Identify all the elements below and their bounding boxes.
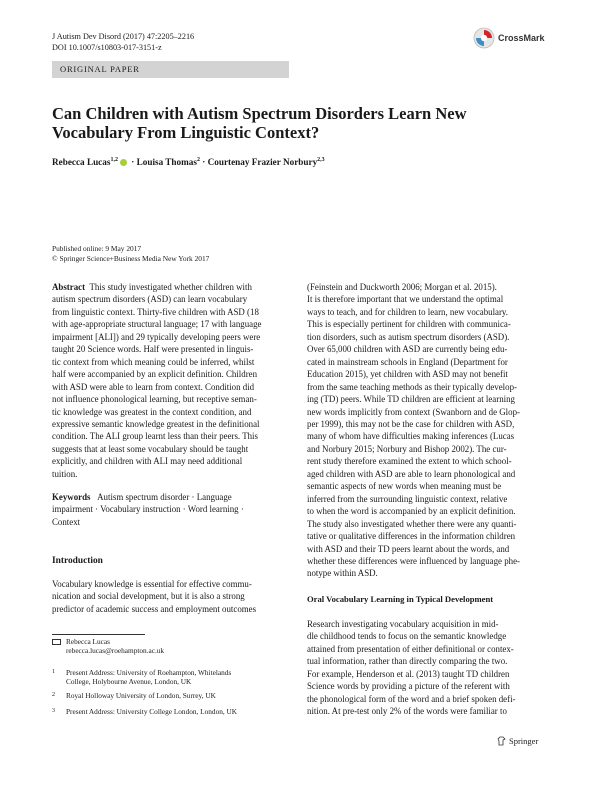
body-line: per 1999), this may not be the case for children with ASD,	[307, 418, 515, 429]
corresponding-author	[66, 637, 164, 656]
abstract	[52, 281, 299, 480]
oral-paragraph	[307, 618, 546, 718]
section-heading-introduction: Introduction	[52, 556, 103, 566]
abstract-line: autism spectrum disorders (ASD) can learn vocabulary	[52, 294, 248, 305]
author-separator: ·	[199, 157, 208, 168]
article-type-banner: ORIGINAL PAPER	[52, 61, 289, 78]
abstract-line: This study investigated whether children with	[89, 282, 252, 292]
abstract-line: with age-appropriate structural language; 17 with language	[52, 319, 262, 330]
footnote-line: College, Holybourne Avenue, London, UK	[66, 677, 192, 687]
body-line: dle childhood tends to focus on the semantic knowledge	[307, 631, 507, 642]
body-line: tion disorders, such as autism spectrum disorders (ASD).	[307, 331, 510, 342]
intro-line: nication and social development, but it is also a strong	[52, 591, 245, 602]
abstract-line: expressive semantic knowledge greatest in the definitional	[52, 418, 260, 429]
section-heading-oral-vocabulary: Oral Vocabulary Learning in Typical Development	[307, 594, 494, 604]
body-line: to when the word is accompanied by an explicit definition.	[307, 506, 516, 517]
abstract-line: with ASD were able to learn from context. Condition did	[52, 381, 255, 392]
publication-info	[52, 244, 209, 263]
body-line: The study also investigated whether there were any quanti-	[307, 518, 517, 529]
crossmark-icon	[473, 27, 495, 49]
body-line: new words implicitly from context (Swanborn and de Glop-	[307, 406, 520, 417]
body-line: This is especially pertinent for children with communica-	[307, 319, 511, 330]
body-line: notype within ASD.	[307, 568, 378, 579]
abstract-line: from linguistic context. Thirty-five children with ASD (18	[52, 306, 259, 317]
body-line: (Feinstein and Duckworth 2006; Morgan et al. 2015).	[307, 282, 497, 292]
body-line: and Norbury 2015; Norbury and Bishop 2002). The cur-	[307, 443, 507, 454]
footnote-1	[52, 668, 292, 687]
keywords-label: Keywords	[52, 492, 91, 502]
footnote-number: 2	[52, 692, 55, 698]
article-title	[52, 104, 472, 142]
author-affiliation: 2	[196, 157, 200, 163]
published-date: Published online: 9 May 2017	[52, 244, 142, 253]
author-list	[52, 154, 552, 168]
keywords-line: impairment · Vocabulary instruction · Word learning ·	[52, 504, 244, 515]
body-line: many of whom have difficulties making inferences (Lucas	[307, 431, 515, 442]
footnote-number: 1	[52, 669, 55, 675]
orcid-icon[interactable]	[120, 159, 127, 166]
footnote-divider	[52, 634, 145, 635]
abstract-line: half were accompanied by an explicit definition. Children	[52, 369, 258, 380]
author-separator: ·	[128, 157, 137, 168]
keywords-line: Autism spectrum disorder · Language	[97, 492, 232, 502]
abstract-line: tuition.	[52, 468, 78, 479]
abstract-line: condition. The ALI group learnt less than their peers. This	[52, 431, 258, 442]
springer-horse-icon	[497, 736, 506, 746]
author-name[interactable]: Louisa Thomas	[136, 157, 197, 168]
body-line: semantic aspects of new words when meaning must be	[307, 481, 502, 492]
title-line: Vocabulary From Linguistic Context?	[52, 123, 320, 142]
publisher-name: Springer	[509, 736, 539, 746]
body-line: tual information, rather than directly comparing the two.	[307, 656, 508, 667]
contact-name: Rebecca Lucas	[66, 637, 110, 646]
body-line: ways to teach, and for children to learn, new vocabulary.	[307, 306, 509, 317]
title-line: Can Children with Autism Spectrum Disorders Learn New	[52, 104, 467, 123]
keywords-line: Context	[52, 516, 81, 527]
footnote-3	[52, 707, 292, 716]
abstract-line: tic context from which meaning could be inferred, whilst	[52, 356, 255, 367]
intro-paragraph	[52, 578, 299, 615]
body-line: ing (TD) peers. While TD children are efficient at learning	[307, 394, 515, 405]
journal-reference: J Autism Dev Disord (2017) 47:2205–2216	[52, 32, 195, 41]
contact-email[interactable]: rebecca.lucas@roehampton.ac.uk	[66, 646, 165, 656]
body-line: the phonological form of the word and a brief spoken defi-	[307, 693, 516, 704]
body-line: Research investigating vocabulary acquisition in mid-	[307, 619, 499, 629]
abstract-line: suggests that at least some vocabulary should be taught	[52, 443, 249, 454]
body-line: It is therefore important that we understand the optimal	[307, 294, 504, 305]
abstract-line: taught 20 Science words. Half were presented in linguis-	[52, 344, 254, 355]
copyright: © Springer Science+Business Media New York 2017	[52, 253, 210, 263]
body-line: from the same teaching methods as their typically develop-	[307, 381, 517, 392]
author-affiliation: 2,3	[317, 157, 325, 163]
author-name[interactable]: Rebecca Lucas	[52, 157, 111, 168]
body-line: nition. At pre-test only 2% of the words were familiar to	[307, 706, 507, 717]
crossmark-badge[interactable]	[473, 26, 565, 50]
footnote-line: Present Address: University of Roehampton, Whitelands	[66, 668, 232, 677]
body-line: rent study therefore examined the extent to which school-	[307, 456, 512, 467]
crossmark-label: CrossMark	[498, 33, 545, 43]
abstract-line: explicitly, and children with ALI may need additional	[52, 456, 243, 467]
author-name[interactable]: Courtenay Frazier Norbury	[207, 157, 318, 168]
footnote-line: Royal Holloway University of London, Surrey, UK	[66, 691, 216, 700]
body-line: aged children with ASD are able to learn phonological and	[307, 468, 516, 479]
body-line: Education 2015), yet children with ASD may not benefit	[307, 369, 508, 380]
body-line: Over 65,000 children with ASD are currently being edu-	[307, 344, 508, 355]
keywords	[52, 491, 299, 528]
footnote-line: Present Address: University College London, London, UK	[66, 707, 238, 716]
footnote-number: 3	[52, 708, 55, 714]
abstract-line: not influence phonological learning, but receptive seman-	[52, 394, 257, 405]
body-line: attained from presentation of either definitional or contex-	[307, 643, 514, 654]
body-line: whether these differences were influenced by language phe-	[307, 555, 520, 566]
intro-line: Vocabulary knowledge is essential for effective commu-	[52, 579, 252, 589]
abstract-line: impairment [ALI]) and 29 typically developing peers were	[52, 331, 261, 342]
abstract-label: Abstract	[52, 282, 86, 292]
footnote-2	[52, 691, 292, 700]
body-line: Science words by providing a picture of the referent with	[307, 681, 510, 692]
publisher-logo	[497, 736, 538, 746]
author-affiliation: 1,2	[110, 157, 118, 163]
abstract-line: tic knowledge was greatest in the context condition, and	[52, 406, 252, 417]
envelope-icon	[52, 639, 61, 645]
body-line: tative or qualitative differences in the information children	[307, 531, 516, 542]
doi[interactable]: DOI 10.1007/s10803-017-3151-z	[52, 43, 162, 52]
body-line: cated in mainstream schools in England (Department for	[307, 356, 508, 367]
body-line: inferred from the surrounding linguistic context, relative	[307, 493, 508, 504]
body-line: For example, Henderson et al. (2013) taught TD children	[307, 668, 510, 679]
body-line: with ASD and their TD peers learnt about the words, and	[307, 543, 510, 554]
right-column-paragraph	[307, 281, 546, 580]
intro-line: predictor of academic success and employment outcomes	[52, 603, 257, 614]
